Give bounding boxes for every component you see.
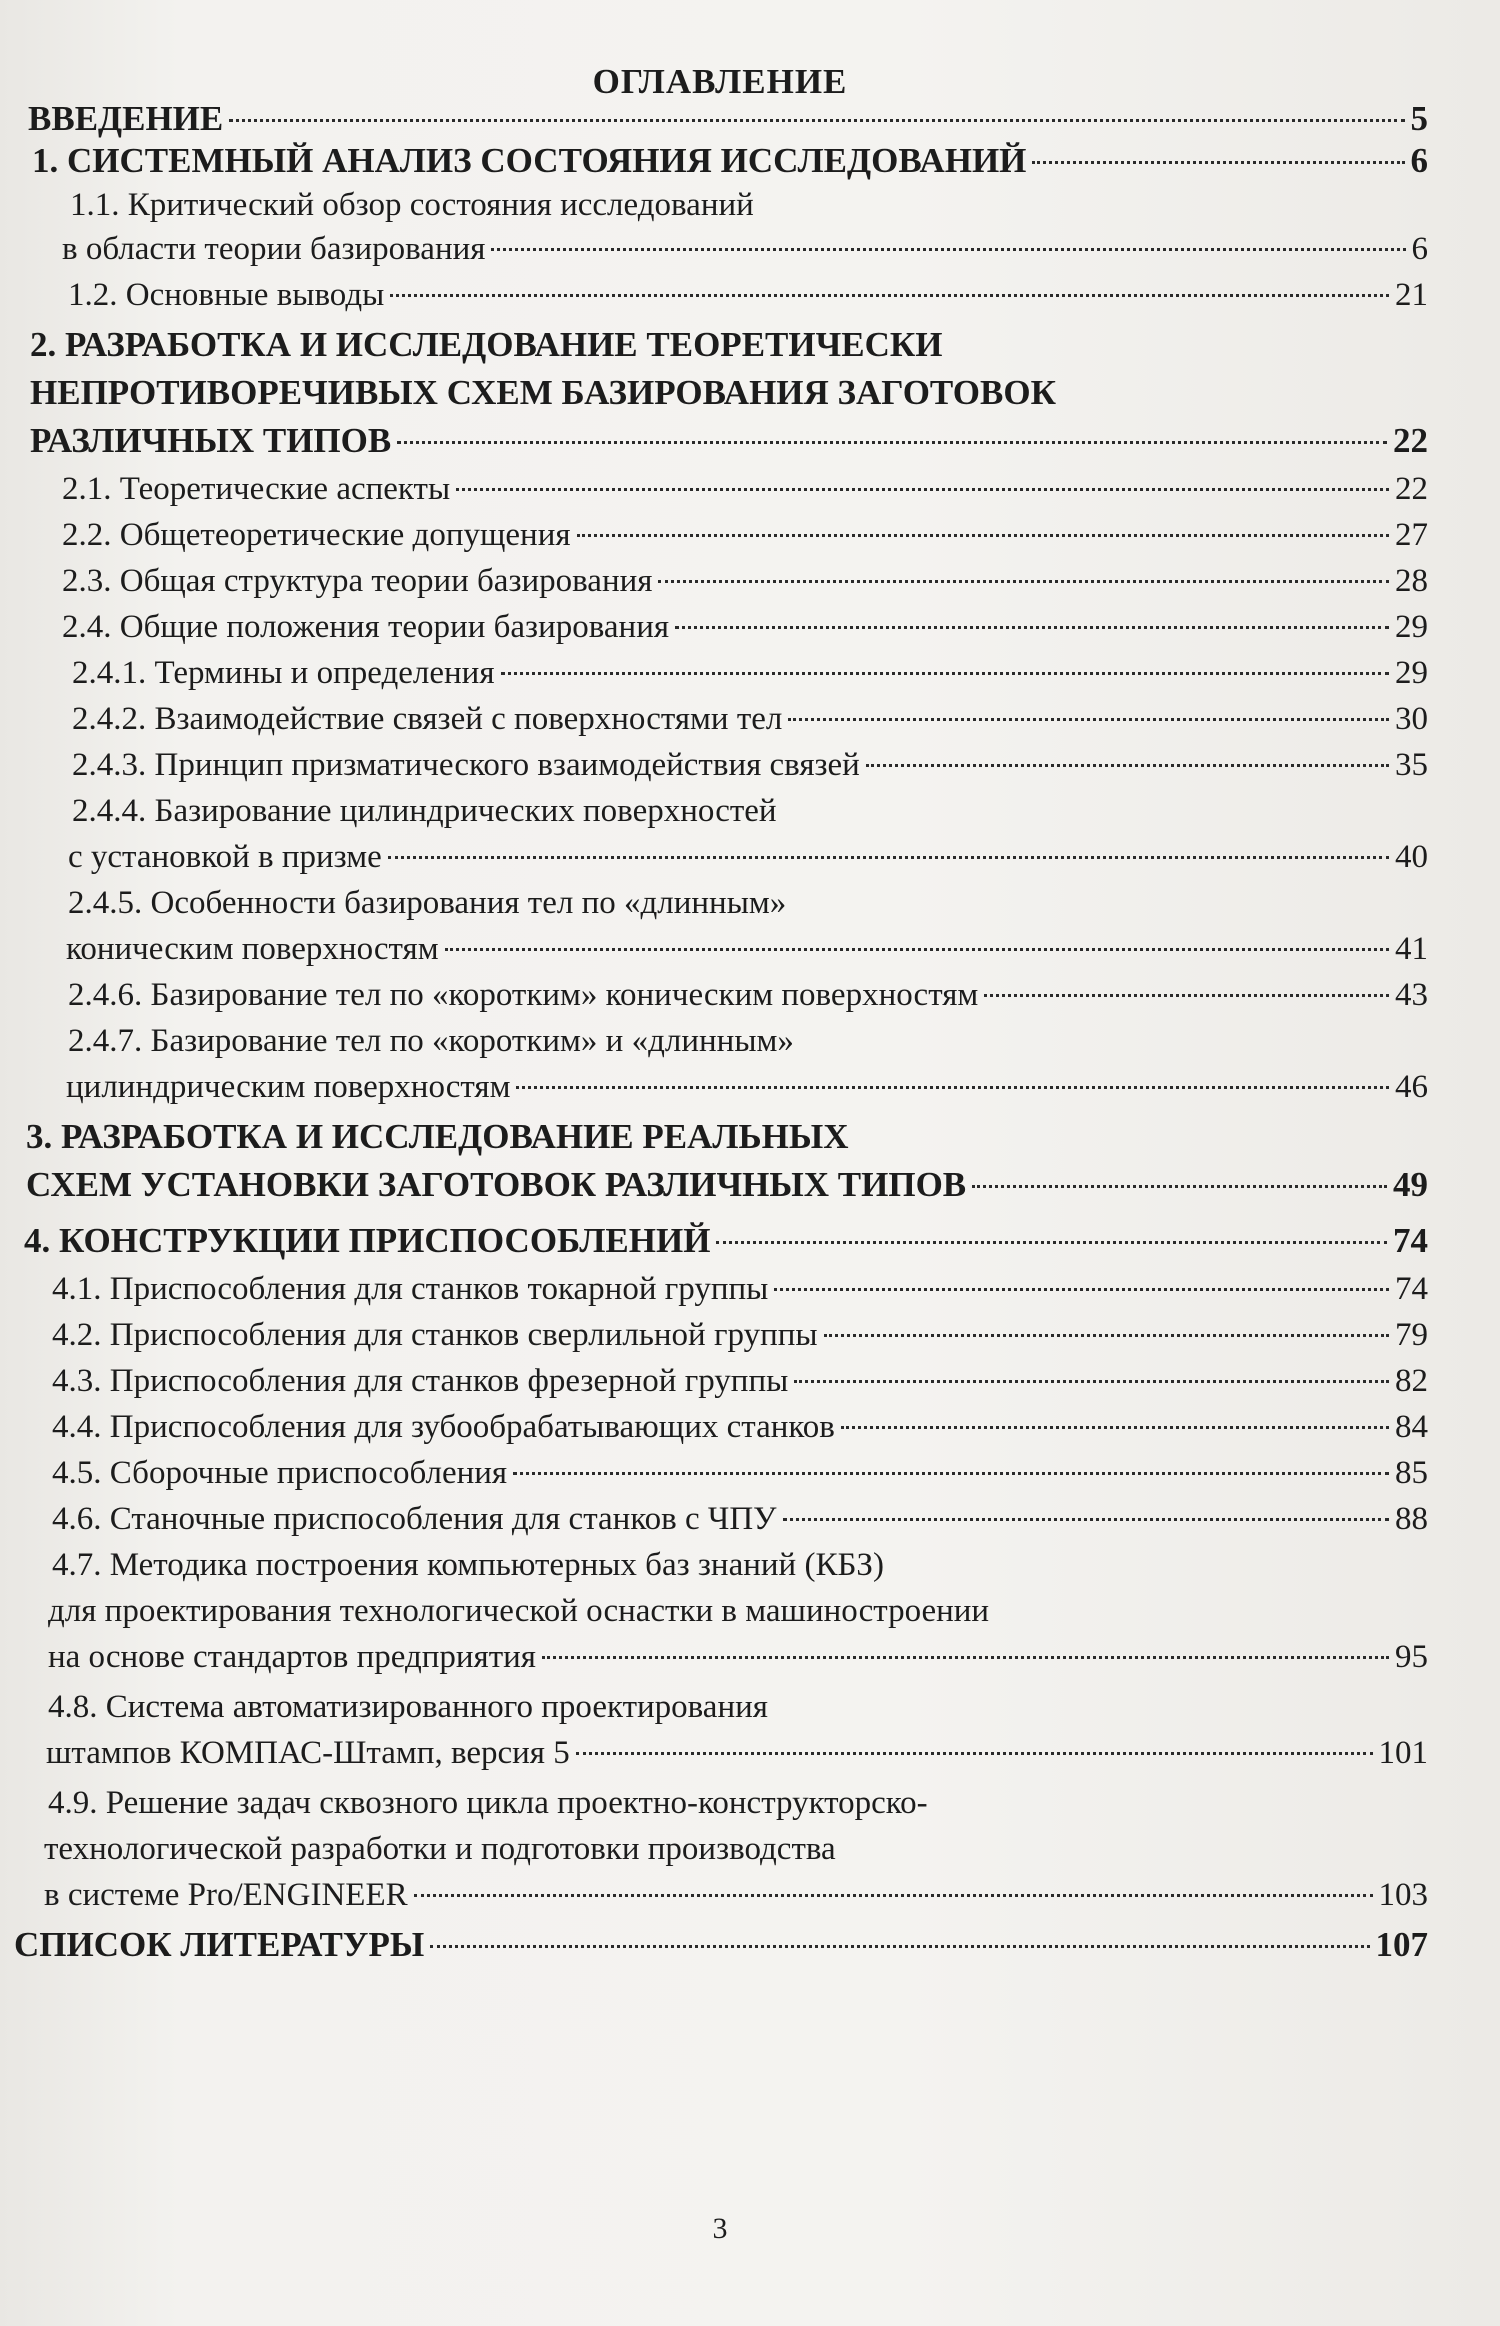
toc-entry-2-4-4 xyxy=(68,834,1428,880)
toc-title: ОГЛАВЛЕНИЕ xyxy=(592,62,848,101)
toc-entry-text: 4.9. Решение задач сквозного цикла проектно-конструкторско- xyxy=(48,1785,928,1821)
dot-leader xyxy=(430,1945,1369,1948)
toc-entry-text: 2.4. Общие положения теории базирования xyxy=(62,609,670,645)
toc-entry-4-7 xyxy=(48,1634,1428,1680)
dot-leader xyxy=(841,1426,1389,1429)
toc-page-number: 88 xyxy=(1395,1501,1428,1537)
page-number: 3 xyxy=(712,2212,728,2245)
dot-leader xyxy=(445,948,1389,951)
toc-entry-4-9 xyxy=(44,1872,1428,1918)
toc-entry-1-2 xyxy=(68,272,1428,318)
toc-page-number: 5 xyxy=(1410,99,1428,138)
toc-entry-text: для проектирования технологической оснастки в машиностроении xyxy=(48,1593,990,1629)
toc-entry-text: 2.4.4. Базирование цилиндрических поверхностей xyxy=(72,793,777,829)
toc-entry-text: 2.4.5. Особенности базирования тел по «длинным» xyxy=(68,885,787,921)
toc-entry-text: 1.1. Критический обзор состояния исследований xyxy=(70,187,754,223)
toc-page-number: 79 xyxy=(1395,1317,1428,1353)
dot-leader xyxy=(397,441,1387,444)
toc-entry-text: 1. СИСТЕМНЫЙ АНАЛИЗ СОСТОЯНИЯ ИССЛЕДОВАНИЙ xyxy=(32,141,1027,180)
dot-leader xyxy=(774,1288,1389,1291)
toc-page-number: 43 xyxy=(1395,977,1428,1013)
dot-leader xyxy=(513,1472,1389,1475)
toc-entry-text: 2.4.2. Взаимодействие связей с поверхностями тел xyxy=(72,701,783,737)
toc-page-number: 41 xyxy=(1395,931,1428,967)
toc-entry-text: 3. РАЗРАБОТКА И ИССЛЕДОВАНИЕ РЕАЛЬНЫХ xyxy=(26,1117,849,1156)
toc-entry-2-4-2 xyxy=(72,696,1428,742)
dot-leader xyxy=(824,1334,1389,1337)
toc-entry-1-1 xyxy=(62,226,1428,272)
toc-page-number: 35 xyxy=(1395,747,1428,783)
dot-leader xyxy=(542,1656,1389,1659)
dot-leader xyxy=(658,580,1389,583)
toc-entry-text: 4.3. Приспособления для станков фрезерной группы xyxy=(52,1363,789,1399)
toc-entry-chapter-2 xyxy=(30,418,1428,464)
toc-entry-text: 2.2. Общетеоретические допущения xyxy=(62,517,571,553)
toc-entry-2-4-3 xyxy=(72,742,1428,788)
dot-leader xyxy=(577,534,1389,537)
toc-entry-text: технологической разработки и подготовки производства xyxy=(44,1831,836,1867)
toc-entry-chapter-4 xyxy=(24,1218,1428,1264)
dot-leader xyxy=(794,1380,1389,1383)
dot-leader xyxy=(414,1894,1373,1897)
toc-entry-text: 2.4.7. Базирование тел по «коротким» и «длинным» xyxy=(68,1023,794,1059)
dot-leader xyxy=(866,764,1389,767)
dot-leader xyxy=(788,718,1389,721)
toc-entry-text: СПИСОК ЛИТЕРАТУРЫ xyxy=(14,1925,425,1964)
dot-leader xyxy=(972,1185,1387,1188)
toc-entry-2-4-1 xyxy=(72,650,1428,696)
toc-entry-text: 4.5. Сборочные приспособления xyxy=(52,1455,508,1491)
toc-entry-4-6 xyxy=(52,1496,1428,1542)
toc-page-number: 74 xyxy=(1393,1221,1428,1260)
toc-entry-text: ВВЕДЕНИЕ xyxy=(28,99,224,138)
toc-page-number: 82 xyxy=(1395,1363,1428,1399)
toc-entry-2-4 xyxy=(62,604,1428,650)
toc-page-number: 28 xyxy=(1395,563,1428,599)
toc-entry-text: 4.4. Приспособления для зубообрабатывающих станков xyxy=(52,1409,835,1445)
toc-entry-2-4-5 xyxy=(66,926,1428,972)
dot-leader xyxy=(491,248,1405,251)
dot-leader xyxy=(388,856,1389,859)
toc-entry-text: в системе Pro/ENGINEER xyxy=(44,1877,408,1913)
toc-page-number: 22 xyxy=(1393,421,1428,460)
dot-leader xyxy=(675,626,1389,629)
toc-entry-text: 4.8. Система автоматизированного проектирования xyxy=(48,1689,768,1725)
toc-entry-text: коническим поверхностям xyxy=(66,931,439,967)
dot-leader xyxy=(783,1518,1389,1521)
toc-entry-text: 4.7. Методика построения компьютерных баз знаний (КБЗ) xyxy=(52,1547,884,1583)
toc-entry-text: 4. КОНСТРУКЦИИ ПРИСПОСОБЛЕНИЙ xyxy=(24,1221,711,1260)
toc-entry-4-2 xyxy=(52,1312,1428,1358)
toc-entry-text: 4.1. Приспособления для станков токарной группы xyxy=(52,1271,769,1307)
dot-leader xyxy=(456,488,1389,491)
toc-page-number: 84 xyxy=(1395,1409,1428,1445)
toc-entry-text: 4.2. Приспособления для станков сверлильной группы xyxy=(52,1317,818,1353)
dot-leader xyxy=(576,1752,1373,1755)
toc-entry-text: 2. РАЗРАБОТКА И ИССЛЕДОВАНИЕ ТЕОРЕТИЧЕСКИ xyxy=(30,325,943,364)
toc-entry-text: 4.6. Станочные приспособления для станков с ЧПУ xyxy=(52,1501,777,1537)
toc-page-number: 27 xyxy=(1395,517,1428,553)
toc-page-number: 95 xyxy=(1395,1639,1428,1675)
toc-page-number: 49 xyxy=(1393,1165,1428,1204)
toc-page-number: 30 xyxy=(1395,701,1428,737)
toc-entry-4-1 xyxy=(52,1266,1428,1312)
toc-entry-text: 2.1. Теоретические аспекты xyxy=(62,471,451,507)
toc-entry-2-1 xyxy=(62,466,1428,512)
toc-entry-text: РАЗЛИЧНЫХ ТИПОВ xyxy=(30,421,392,460)
toc-page-number: 107 xyxy=(1375,1925,1428,1964)
toc-entry-chapter-1 xyxy=(32,138,1428,184)
dot-leader xyxy=(501,672,1389,675)
toc-entry-4-4 xyxy=(52,1404,1428,1450)
dot-leader xyxy=(984,994,1389,997)
toc-page-number: 74 xyxy=(1395,1271,1428,1307)
dot-leader xyxy=(1032,161,1404,164)
toc-entry-text: 2.4.3. Принцип призматического взаимодействия связей xyxy=(72,747,860,783)
dot-leader xyxy=(229,119,1404,122)
toc-page-number: 21 xyxy=(1395,277,1428,313)
toc-entry-4-5 xyxy=(52,1450,1428,1496)
toc-page-number: 101 xyxy=(1378,1735,1428,1771)
toc-page-number: 29 xyxy=(1395,655,1428,691)
toc-entry-2-4-7 xyxy=(66,1064,1428,1110)
toc-page-number: 6 xyxy=(1410,141,1428,180)
toc-entry-2-3 xyxy=(62,558,1428,604)
toc-entry-chapter-3 xyxy=(26,1162,1428,1208)
toc-entry-text: 2.4.1. Термины и определения xyxy=(72,655,495,691)
toc-entry-references xyxy=(14,1922,1428,1968)
toc-page-number: 85 xyxy=(1395,1455,1428,1491)
toc-page-number: 46 xyxy=(1395,1069,1428,1105)
toc-page-number: 22 xyxy=(1395,471,1428,507)
toc-entry-text: с установкой в призме xyxy=(68,839,382,875)
dot-leader xyxy=(390,294,1389,297)
toc-entry-2-2 xyxy=(62,512,1428,558)
toc-page-number: 29 xyxy=(1395,609,1428,645)
toc-entry-text: цилиндрическим поверхностям xyxy=(66,1069,511,1105)
dot-leader xyxy=(516,1086,1389,1089)
toc-entry-text: 2.3. Общая структура теории базирования xyxy=(62,563,653,599)
toc-entry-text: на основе стандартов предприятия xyxy=(48,1639,536,1675)
toc-entry-2-4-6 xyxy=(68,972,1428,1018)
toc-entry-text: НЕПРОТИВОРЕЧИВЫХ СХЕМ БАЗИРОВАНИЯ ЗАГОТОВОК xyxy=(30,373,1056,412)
toc-entry-text: 1.2. Основные выводы xyxy=(68,277,385,313)
toc-page-number: 6 xyxy=(1411,231,1428,267)
dot-leader xyxy=(716,1241,1387,1244)
toc-entry-text: в области теории базирования xyxy=(62,231,486,267)
toc-entry-text: штампов КОМПАС-Штамп, версия 5 xyxy=(46,1735,570,1771)
toc-entry-intro xyxy=(28,96,1428,142)
toc-entry-4-8 xyxy=(46,1730,1428,1776)
toc-entry-text: СХЕМ УСТАНОВКИ ЗАГОТОВОК РАЗЛИЧНЫХ ТИПОВ xyxy=(26,1165,967,1204)
toc-entry-text: 2.4.6. Базирование тел по «коротким» коническим поверхностям xyxy=(68,977,979,1013)
toc-page-number: 40 xyxy=(1395,839,1428,875)
toc-entry-4-3 xyxy=(52,1358,1428,1404)
toc-page-number: 103 xyxy=(1378,1877,1428,1913)
